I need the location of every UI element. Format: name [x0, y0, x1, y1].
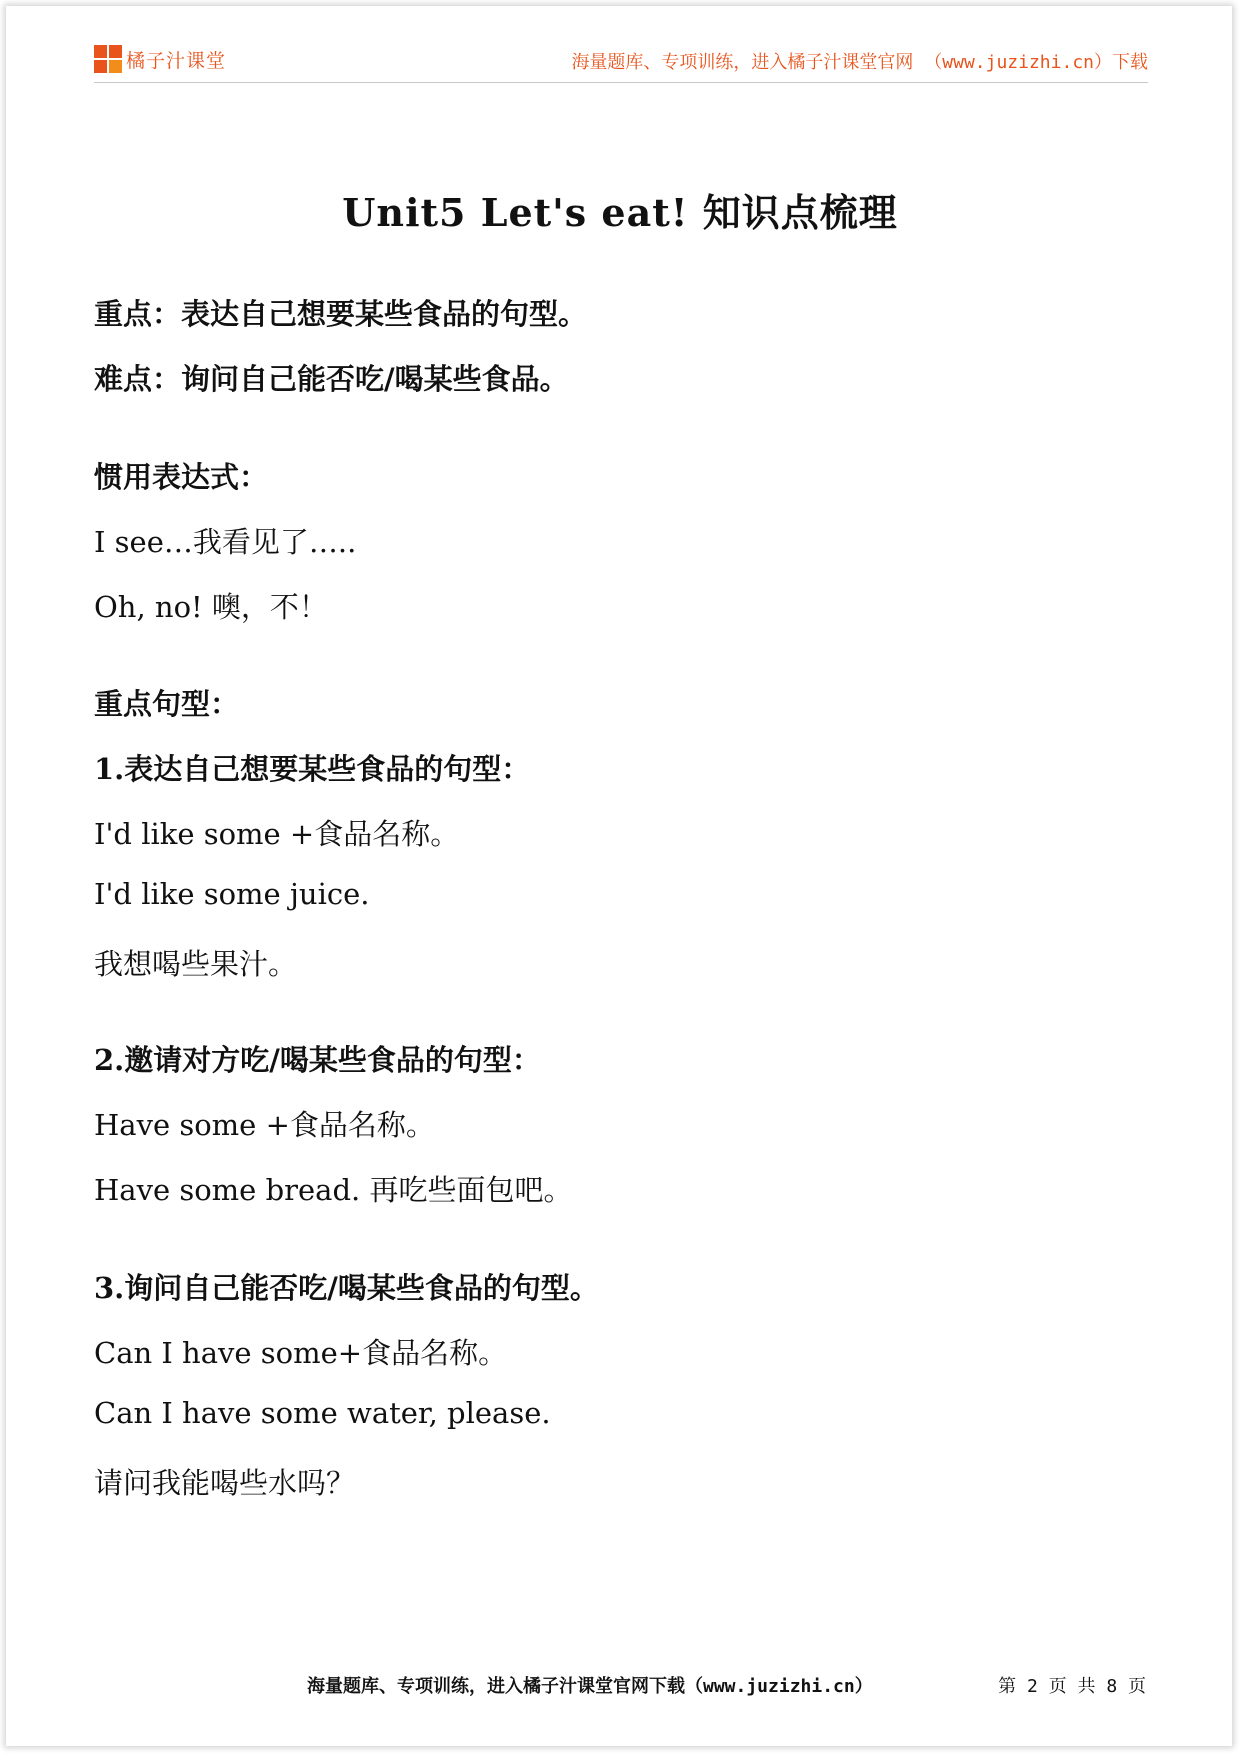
site-logo[interactable] — [94, 44, 226, 74]
pattern-example: I'd like some juice. — [94, 877, 370, 911]
focus-point: 重点：表达自己想要某些食品的句型。 — [94, 297, 588, 331]
logo-text: 橘子汁课堂 — [126, 49, 227, 72]
expression-item: I see…我看见了….. — [94, 525, 357, 559]
document-title: Unit5 Let's eat! 知识点梳理 — [342, 190, 898, 235]
pattern-translation: 我想喝些果汁。 — [94, 947, 298, 981]
pattern-example: Can I have some water, please. — [94, 1396, 551, 1430]
pattern-formula: I'd like some +食品名称。 — [94, 817, 460, 851]
patterns-heading: 重点句型： — [94, 687, 240, 721]
page-header — [94, 44, 1148, 83]
footer-text: 海量题库、专项训练，进入橘子汁课堂官网下载（www.juzizhi.cn） — [307, 1676, 873, 1697]
pattern-translation: 请问我能喝些水吗？ — [94, 1466, 356, 1500]
pattern-example: Have some bread. 再吃些面包吧。 — [94, 1173, 573, 1207]
pattern-heading: 1.表达自己想要某些食品的句型： — [94, 752, 531, 786]
pattern-formula: Can I have some+食品名称。 — [94, 1336, 508, 1370]
header-promo: 海量题库、专项训练，进入橘子汁课堂官网 （www.juzizhi.cn）下载 — [571, 52, 1148, 73]
pattern-heading: 2.邀请对方吃/喝某些食品的句型： — [94, 1043, 541, 1077]
expression-item: Oh, no! 噢，不！ — [94, 590, 328, 624]
difficulty-point: 难点：询问自己能否吃/喝某些食品。 — [94, 362, 569, 396]
logo-icon — [94, 45, 122, 73]
page-number: 第 2 页 共 8 页 — [998, 1676, 1146, 1697]
page-footer — [0, 1672, 1240, 1702]
expressions-heading: 惯用表达式： — [94, 460, 269, 494]
pattern-formula: Have some +食品名称。 — [94, 1108, 435, 1142]
pattern-heading: 3.询问自己能否吃/喝某些食品的句型。 — [94, 1271, 599, 1305]
